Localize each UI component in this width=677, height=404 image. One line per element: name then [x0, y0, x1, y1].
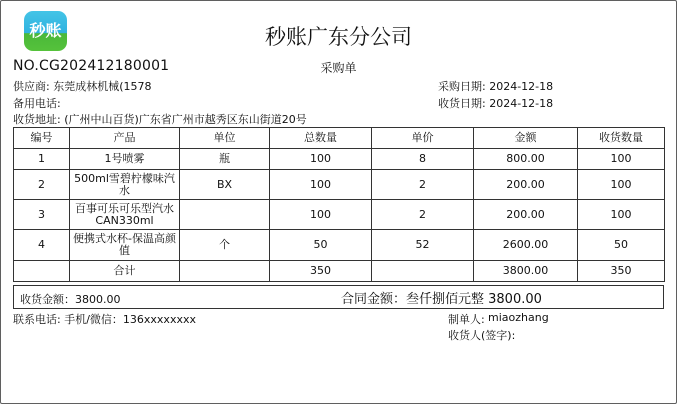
cell-product: 1号喷雾	[70, 149, 180, 170]
cell-no: 3	[14, 200, 70, 230]
contact-phone: 联系电话: 手机/微信：136xxxxxxxx	[13, 313, 196, 326]
cell-price: 52	[372, 230, 474, 261]
cell-amount: 800.00	[474, 149, 578, 170]
cell-qty: 100	[270, 200, 372, 230]
cell-qty: 100	[270, 170, 372, 200]
cell-price: 2	[372, 200, 474, 230]
cell-price	[372, 261, 474, 282]
table-row	[14, 149, 665, 170]
cell-qty: 100	[270, 149, 372, 170]
cell-no: 1	[14, 149, 70, 170]
cell-no: 4	[14, 230, 70, 261]
cell-received: 100	[578, 149, 665, 170]
header-product: 产品	[70, 128, 180, 149]
cell-received: 100	[578, 200, 665, 230]
cell-unit	[180, 200, 270, 230]
cell-amount: 200.00	[474, 170, 578, 200]
cell-unit: 个	[180, 230, 270, 261]
document-title: 采购单	[320, 61, 357, 75]
summary-box	[13, 285, 664, 309]
backup-phone: 备用电话:	[13, 97, 61, 110]
cell-price: 2	[372, 170, 474, 200]
cell-no: 2	[14, 170, 70, 200]
table-row	[14, 200, 665, 230]
total-amount: 3800.00	[474, 261, 578, 282]
total-received: 350	[578, 261, 665, 282]
receive-date: 收货日期: 2024-12-18	[438, 97, 554, 110]
contract-amount: 合同金额：叁仟捌佰元整 3800.00	[341, 292, 542, 307]
cell-unit	[180, 261, 270, 282]
header-qty: 总数量	[270, 128, 372, 149]
purchase-date: 采购日期: 2024-12-18	[438, 80, 554, 93]
cell-amount: 2600.00	[474, 230, 578, 261]
cell-qty: 50	[270, 230, 372, 261]
header-amount: 金额	[474, 128, 578, 149]
cell-product: 500ml雪碧柠檬味汽水	[70, 170, 180, 200]
cell-received: 50	[578, 230, 665, 261]
header-no: 编号	[14, 128, 70, 149]
delivery-address: 收货地址: (广州中山百货)广东省广州市越秀区东山街道20号	[13, 113, 307, 126]
table-row	[14, 170, 665, 200]
cell-amount: 200.00	[474, 200, 578, 230]
cell-no	[14, 261, 70, 282]
supplier-info: 供应商: 东莞成林机械(1578	[13, 80, 152, 93]
company-title: 秒账广东分公司	[265, 25, 412, 49]
total-label: 合计	[70, 261, 180, 282]
cell-received: 100	[578, 170, 665, 200]
header-received: 收货数量	[578, 128, 665, 149]
table-row	[14, 230, 665, 261]
table-total-row	[14, 261, 665, 282]
cell-unit: 瓶	[180, 149, 270, 170]
received-amount: 收货金额：3800.00	[20, 293, 121, 306]
creator-label: 制单人:	[448, 313, 485, 326]
cell-price: 8	[372, 149, 474, 170]
order-number: NO.CG202412180001	[13, 58, 170, 74]
creator-name: miaozhang	[488, 311, 549, 324]
cell-unit: BX	[180, 170, 270, 200]
header-price: 单价	[372, 128, 474, 149]
total-qty: 350	[270, 261, 372, 282]
header-unit: 单位	[180, 128, 270, 149]
items-table	[13, 127, 665, 282]
cell-product: 便携式水杯-保温高颜值	[70, 230, 180, 261]
receiver-signature: 收货人(签字):	[448, 329, 516, 342]
company-logo: 秒账	[24, 11, 67, 51]
table-header-row	[14, 128, 665, 149]
cell-product: 百事可乐可乐型汽水CAN330ml	[70, 200, 180, 230]
